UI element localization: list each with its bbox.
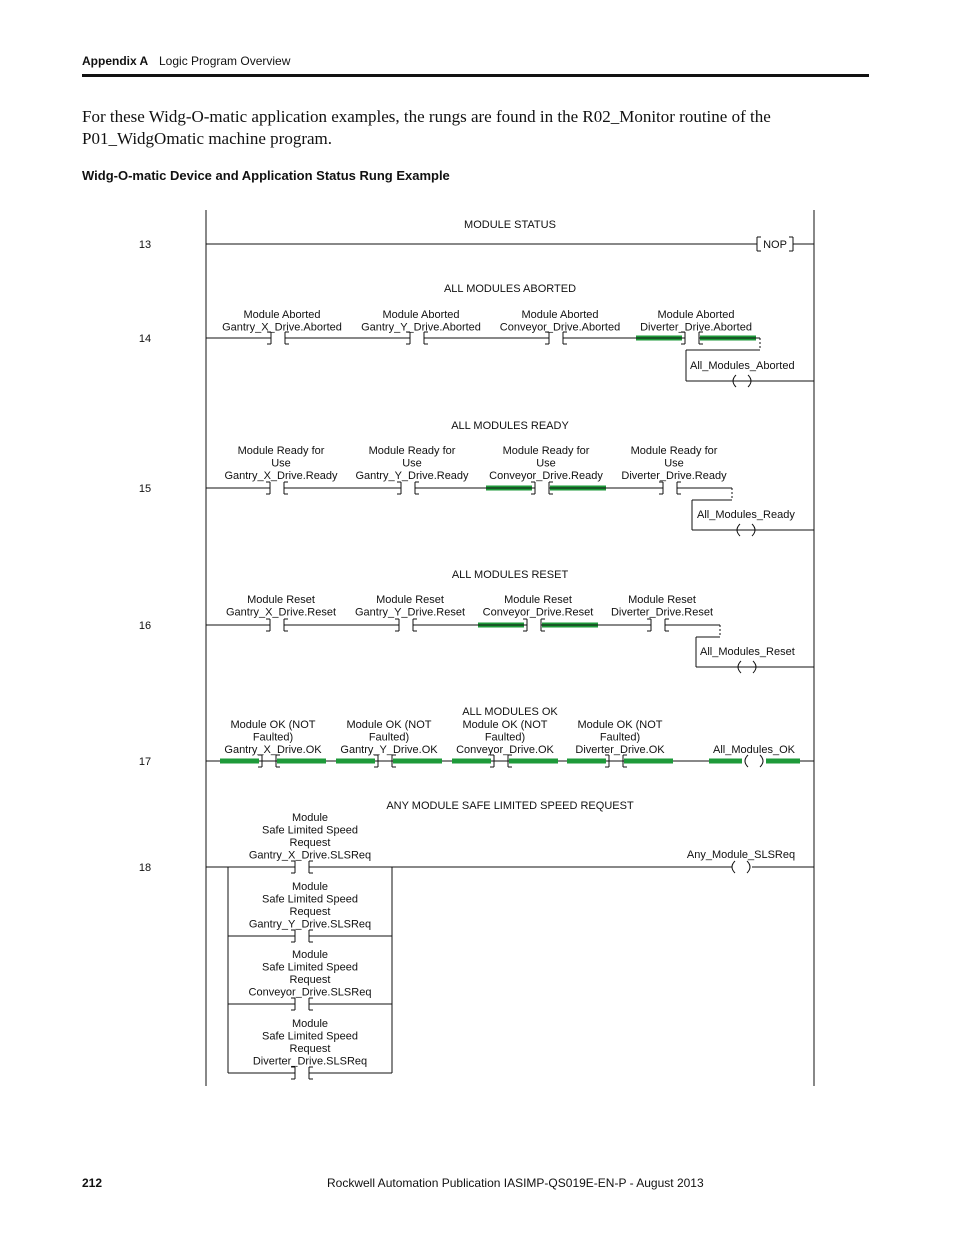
contact-description: Safe Limited Speed: [261, 893, 359, 906]
contact-description: Module Ready for: [630, 445, 718, 457]
coil-tag: All_Modules_Ready: [697, 509, 795, 521]
rung-number: 17: [138, 756, 152, 768]
publication-info: Rockwell Automation Publication IASIMP-QS019E-EN-P - August 2013: [327, 1176, 704, 1190]
contact-tag: Diverter_Drive.SLSReq: [252, 1055, 368, 1068]
contact-tag: Gantry_Y_Drive.Aborted: [361, 321, 481, 334]
contact-description: Use: [271, 457, 291, 470]
contact-tag: Conveyor_Drive.Reset: [482, 606, 594, 619]
coil-tag: All_Modules_Reset: [700, 646, 795, 658]
rung-comment: ALL MODULES ABORTED: [443, 283, 577, 295]
coil-tag: All_Modules_Aborted: [690, 360, 795, 372]
page-number: 212: [82, 1176, 103, 1190]
contact-description: Module: [291, 881, 329, 893]
contact-description: Request: [289, 974, 331, 986]
rung-number: 15: [138, 483, 152, 495]
contact-description: Faulted): [252, 731, 294, 744]
contact-description: Module OK (NOT: [346, 719, 432, 731]
contact-tag: Gantry_X_Drive.Reset: [225, 606, 337, 619]
contact-tag: Gantry_X_Drive.OK: [224, 744, 322, 756]
contact-tag: Conveyor_Drive.OK: [456, 744, 554, 756]
contact-description: Use: [402, 457, 422, 470]
chapter-title: Logic Program Overview: [159, 54, 291, 68]
rung-comment: ALL MODULES READY: [451, 420, 569, 432]
contact-description: Module Reset: [628, 594, 696, 606]
contact-tag: Gantry_X_Drive.Ready: [224, 470, 338, 482]
contact-description: Module Reset: [376, 594, 444, 606]
rung-number: 13: [138, 239, 152, 251]
contact-description: Module Aborted: [243, 309, 321, 321]
contact-tag: Gantry_Y_Drive.Reset: [354, 606, 466, 619]
contact-tag: Gantry_X_Drive.SLSReq: [248, 849, 372, 862]
contact-tag: Gantry_Y_Drive.Ready: [355, 470, 469, 482]
section-title: Widg-O-matic Device and Application Status Rung Example: [82, 168, 450, 183]
contact-tag: Conveyor_Drive.Aborted: [499, 321, 621, 334]
rung-number: 14: [138, 333, 152, 345]
intro-paragraph: For these Widg-O-matic application examples, the rungs are found in the R02_Monitor routine of the P01_WidgOmatic machine program.: [82, 107, 771, 148]
contact-tag: Conveyor_Drive.SLSReq: [248, 986, 372, 999]
rung-comment: ANY MODULE SAFE LIMITED SPEED REQUEST: [386, 800, 634, 812]
rung-number: 16: [138, 620, 152, 632]
contact-description: Safe Limited Speed: [261, 961, 359, 974]
rung-comment: MODULE STATUS: [464, 219, 556, 231]
contact-description: Safe Limited Speed: [261, 824, 359, 837]
coil-bg: [742, 754, 766, 768]
contact-description: Module Ready for: [502, 445, 590, 457]
contact-tag: Diverter_Drive.OK: [575, 744, 665, 756]
contact-description: Module OK (NOT: [230, 719, 316, 731]
contact-tag: Gantry_X_Drive.Aborted: [222, 321, 342, 334]
contact-description: Request: [289, 837, 331, 849]
contact-description: Faulted): [599, 731, 641, 744]
contact-description: Module Ready for: [368, 445, 456, 457]
contact-description: Safe Limited Speed: [261, 1030, 359, 1043]
contact-description: Module OK (NOT: [462, 719, 548, 731]
contact-description: Module Aborted: [382, 309, 460, 321]
contact-description: Module Aborted: [657, 309, 735, 321]
contact-tag: Gantry_Y_Drive.OK: [340, 744, 438, 756]
contact-description: Faulted): [484, 731, 526, 744]
contact-description: Module OK (NOT: [577, 719, 663, 731]
contact-description: Module: [291, 949, 329, 961]
coil-bg: [732, 860, 752, 874]
contact-tag: Gantry_Y_Drive.SLSReq: [248, 918, 372, 931]
contact-description: Faulted): [368, 731, 410, 744]
contact-tag: Diverter_Drive.Reset: [610, 606, 714, 619]
contact-description: Module Aborted: [521, 309, 599, 321]
contact-description: Module: [291, 812, 329, 824]
contact-tag: Diverter_Drive.Aborted: [640, 321, 752, 334]
contact-description: Request: [289, 906, 331, 918]
nop-instruction: NOP: [763, 239, 787, 251]
coil-tag: All_Modules_OK: [713, 744, 795, 756]
contact-description: Module Reset: [247, 594, 315, 606]
contact-description: Module Reset: [504, 594, 572, 606]
rung-comment: ALL MODULES OK: [462, 706, 558, 718]
contact-tag: Diverter_Drive.Ready: [621, 470, 727, 482]
contact-tag: Conveyor_Drive.Ready: [489, 470, 603, 482]
contact-description: Use: [664, 457, 684, 470]
contact-description: Use: [536, 457, 556, 470]
contact-description: Module Ready for: [237, 445, 325, 457]
rung-number: 18: [138, 862, 152, 874]
contact-description: Request: [289, 1043, 331, 1055]
appendix-label: Appendix A: [82, 54, 149, 68]
rung-comment: ALL MODULES RESET: [451, 569, 569, 581]
contact-description: Module: [291, 1018, 329, 1030]
coil-tag: Any_Module_SLSReq: [686, 849, 796, 861]
